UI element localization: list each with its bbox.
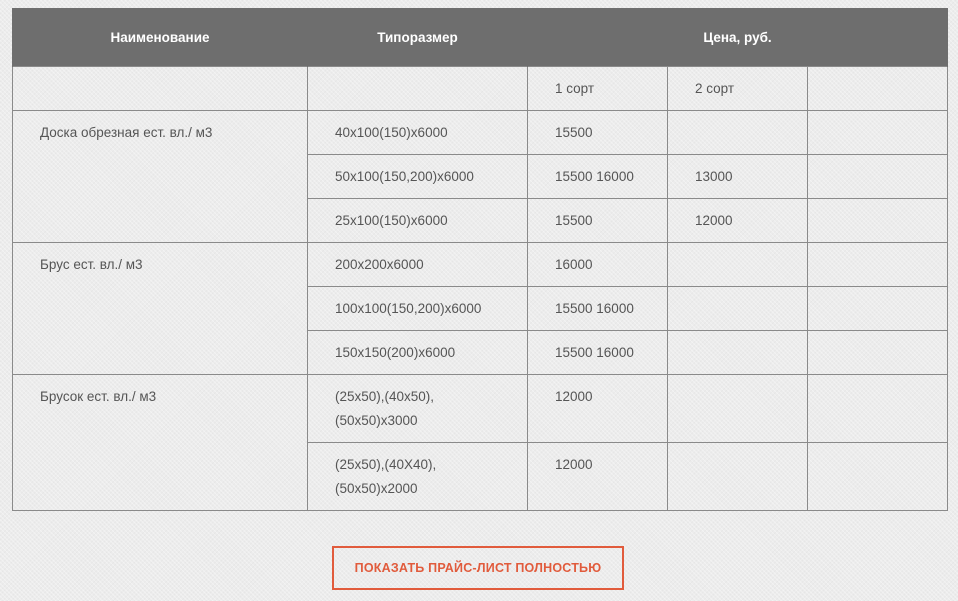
table-row (13, 111, 948, 155)
size-cell: 150x150(200)x6000 (308, 331, 528, 375)
grade1-price: 15500 16000 (528, 331, 668, 375)
grade-row-empty-extra (808, 67, 948, 111)
grade2-price (668, 331, 808, 375)
product-name: Брус ест. вл./ м3 (13, 243, 308, 375)
size-cell: 25x100(150)x6000 (308, 199, 528, 243)
grade2-price (668, 287, 808, 331)
grade1-price: 15500 16000 (528, 155, 668, 199)
grade1-price: 15500 16000 (528, 287, 668, 331)
grade1-price: 16000 (528, 243, 668, 287)
table-row (13, 243, 948, 287)
extra-cell (808, 199, 948, 243)
grade-second-label: 2 сорт (668, 67, 808, 111)
grade2-price (668, 243, 808, 287)
grade2-price (668, 443, 808, 511)
grade-row-empty-name (13, 67, 308, 111)
grade2-price: 12000 (668, 199, 808, 243)
grade2-price (668, 111, 808, 155)
size-cell: 50x100(150,200)x6000 (308, 155, 528, 199)
extra-cell (808, 155, 948, 199)
grade2-price: 13000 (668, 155, 808, 199)
grade1-price: 12000 (528, 443, 668, 511)
extra-cell (808, 243, 948, 287)
grade-row-empty-size (308, 67, 528, 111)
size-line: (50x50)x2000 (335, 481, 418, 496)
size-cell: 200x200x6000 (308, 243, 528, 287)
show-full-price-list-button[interactable]: ПОКАЗАТЬ ПРАЙС-ЛИСТ ПОЛНОСТЬЮ (332, 546, 624, 590)
extra-cell (808, 111, 948, 155)
extra-cell (808, 287, 948, 331)
header-price: Цена, руб. (528, 8, 948, 67)
extra-cell (808, 375, 948, 443)
product-name: Брусок ест. вл./ м3 (13, 375, 308, 511)
size-line: (25x50),(40X40), (335, 457, 437, 472)
grade1-price: 15500 (528, 111, 668, 155)
size-cell (308, 375, 528, 443)
header-name: Наименование (13, 8, 308, 67)
grade1-price: 15500 (528, 199, 668, 243)
extra-cell (808, 443, 948, 511)
size-cell (308, 443, 528, 511)
size-cell: 100x100(150,200)x6000 (308, 287, 528, 331)
extra-cell (808, 331, 948, 375)
size-line: (25x50),(40x50), (335, 389, 435, 404)
size-cell: 40x100(150)x6000 (308, 111, 528, 155)
grade-row (13, 67, 948, 111)
product-name: Доска обрезная ест. вл./ м3 (13, 111, 308, 243)
grade1-price: 12000 (528, 375, 668, 443)
size-line: (50x50)x3000 (335, 413, 418, 428)
table-header (13, 8, 948, 67)
grade2-price (668, 375, 808, 443)
grade-first-label: 1 сорт (528, 67, 668, 111)
table-row (13, 375, 948, 443)
price-table (12, 8, 948, 511)
header-size: Типоразмер (308, 8, 528, 67)
